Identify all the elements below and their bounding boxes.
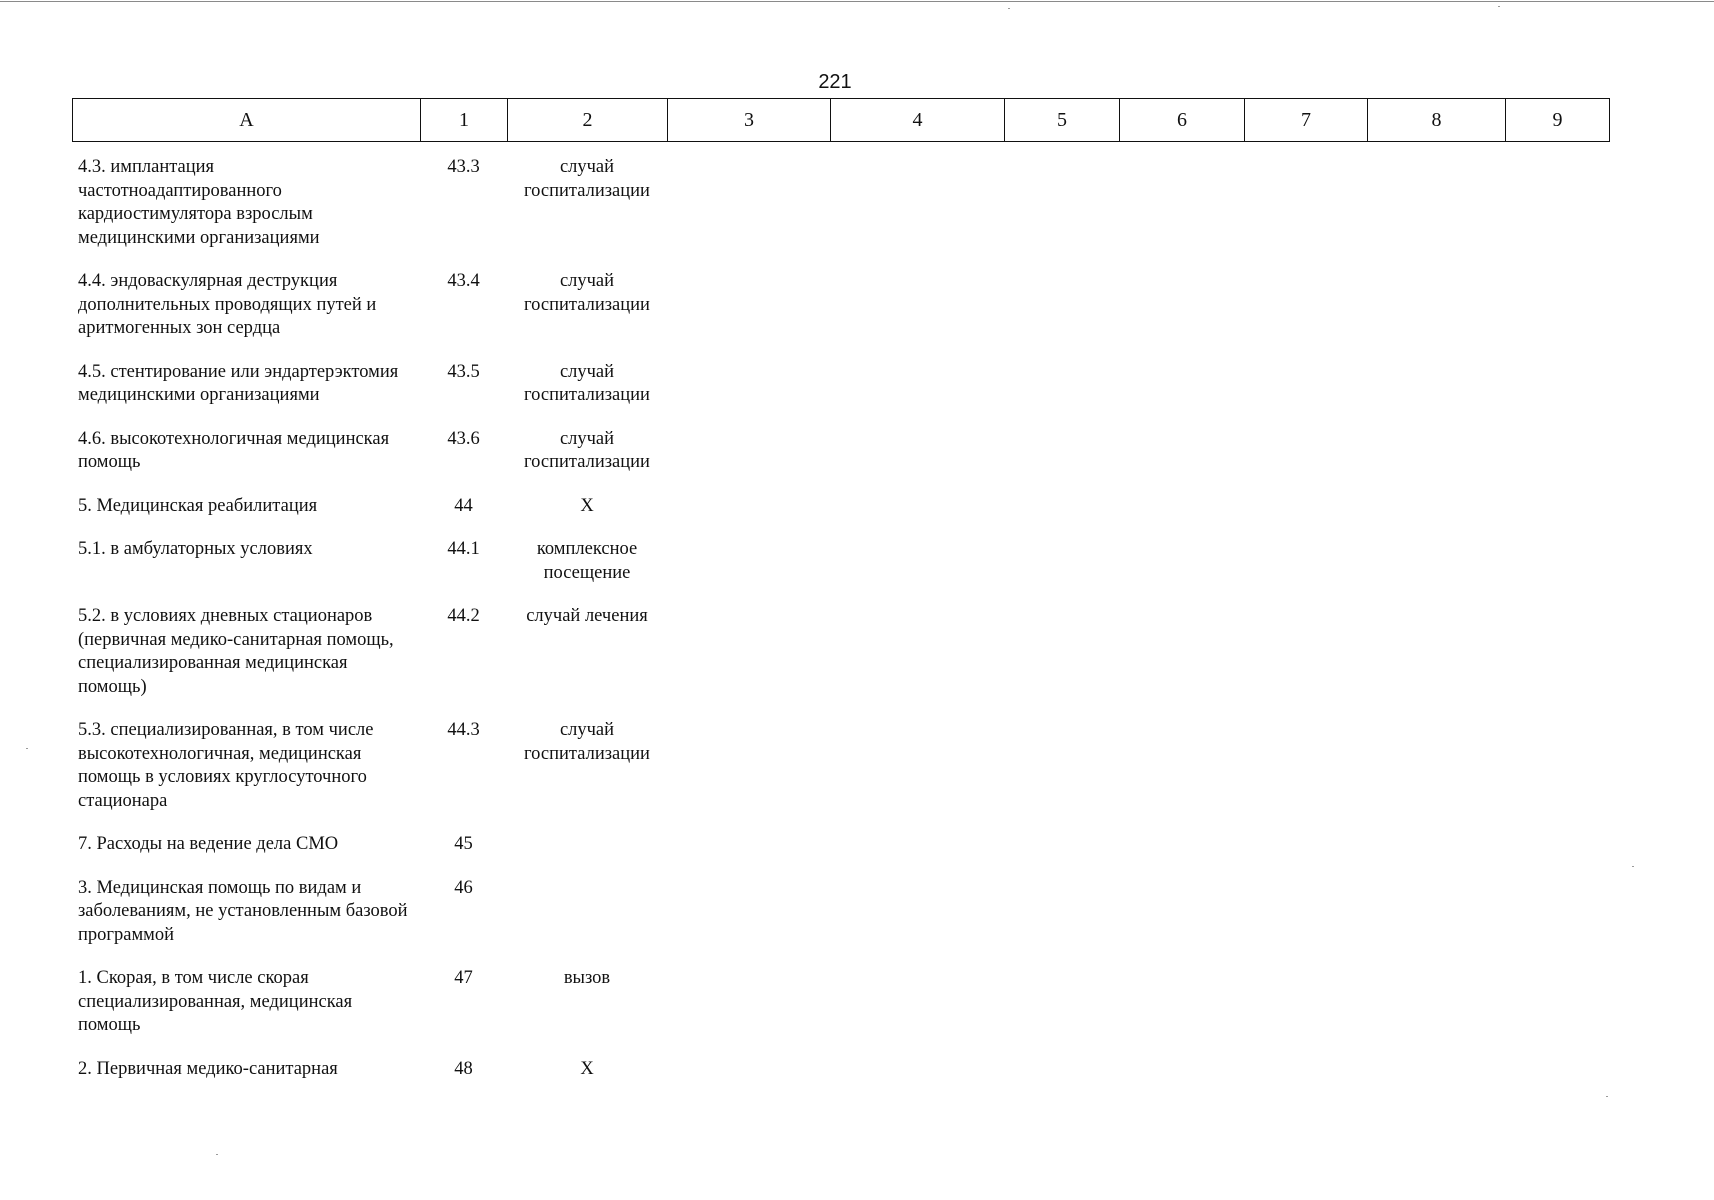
scan-speck: [26, 748, 28, 749]
table-row: [72, 719, 1609, 833]
row-unit: X: [580, 1058, 594, 1079]
column-header: 8: [1368, 99, 1506, 142]
column-header: 1: [421, 99, 508, 142]
empty-cells: [667, 833, 1609, 877]
row-unit: вызов: [563, 968, 611, 988]
row-unit: случай лечения: [526, 606, 648, 626]
column-header: 3: [668, 99, 831, 142]
empty-cells: [667, 270, 1609, 361]
row-code: 48: [454, 1058, 473, 1079]
scan-speck: [216, 1154, 218, 1155]
row-name: 5.1. в амбулаторных условиях: [78, 539, 313, 559]
row-name: 4.5. стентирование или эндартерэктомия медицинскими организациями: [78, 361, 399, 405]
row-unit: случай госпитализации: [524, 157, 650, 201]
row-name: 5. Медицинская реабилитация: [78, 495, 318, 516]
row-code: 46: [454, 877, 473, 898]
row-unit: случай госпитализации: [524, 271, 650, 315]
data-table: [72, 156, 1609, 1101]
table-row: [72, 538, 1609, 605]
column-header: 9: [1506, 99, 1610, 142]
empty-cells: [667, 877, 1609, 968]
table-row: [72, 270, 1609, 361]
empty-cells: [667, 1058, 1609, 1102]
row-unit: случай госпитализации: [524, 720, 650, 764]
row-unit: случай госпитализации: [524, 361, 650, 405]
column-header: А: [73, 99, 421, 142]
column-header: 5: [1005, 99, 1120, 142]
row-name: 1. Скорая, в том числе скорая специализированная, медицинская помощь: [78, 968, 353, 1035]
empty-cells: [667, 156, 1609, 270]
row-name: 4.6. высокотехнологичная медицинская помощь: [78, 428, 390, 472]
row-name: 4.4. эндоваскулярная деструкция дополнительных проводящих путей и аритмогенных зон сердца: [78, 271, 377, 338]
scan-speck: [1008, 8, 1010, 9]
empty-cells: [667, 719, 1609, 833]
table-row: [72, 967, 1609, 1058]
row-unit: комплексное посещение: [536, 539, 638, 583]
row-code: 44.1: [447, 539, 480, 559]
header-row: [73, 99, 1610, 142]
row-unit: [507, 833, 667, 877]
empty-cells: [667, 428, 1609, 495]
column-header-table: [72, 98, 1610, 142]
table-row: [72, 605, 1609, 719]
row-code: 43.6: [447, 428, 480, 449]
row-name: 5.3. специализированная, в том числе высокотехнологичная, медицинская помощь в условиях круглосуточного стационара: [78, 720, 374, 811]
row-code: 44: [454, 495, 473, 516]
scan-speck: [1632, 866, 1634, 867]
table-row: [72, 361, 1609, 428]
empty-cells: [667, 538, 1609, 605]
empty-cells: [667, 605, 1609, 719]
row-name: 7. Расходы на ведение дела СМО: [78, 834, 339, 854]
scan-speck: [1498, 6, 1500, 7]
row-unit: случай госпитализации: [524, 428, 650, 472]
column-header: 7: [1245, 99, 1368, 142]
table-row: [72, 156, 1609, 270]
row-code: 45: [454, 834, 473, 854]
table-row: [72, 833, 1609, 877]
row-code: 44.2: [447, 606, 480, 626]
table-row: [72, 1058, 1609, 1102]
empty-cells: [667, 967, 1609, 1058]
row-code: 47: [454, 968, 473, 988]
row-unit: X: [580, 495, 594, 516]
table-body: [72, 156, 1609, 1101]
row-unit: [507, 877, 667, 968]
row-code: 44.3: [447, 720, 480, 740]
column-header: 4: [831, 99, 1005, 142]
row-code: 43.3: [447, 157, 480, 177]
table-row: [72, 495, 1609, 539]
column-header: 6: [1120, 99, 1245, 142]
row-name: 2. Первичная медико-санитарная: [78, 1058, 338, 1079]
row-code: 43.4: [447, 271, 480, 291]
empty-cells: [667, 361, 1609, 428]
row-code: 43.5: [447, 361, 480, 382]
row-name: 4.3. имплантация частотноадаптированного кардиостимулятора взрослым медицинскими организациями: [78, 157, 320, 248]
top-page-rule: [0, 1, 1714, 2]
scan-speck: [1606, 1096, 1608, 1097]
column-header: 2: [508, 99, 668, 142]
table-row: [72, 428, 1609, 495]
table-row: [72, 877, 1609, 968]
page-number: 221: [818, 71, 852, 93]
row-name: 5.2. в условиях дневных стационаров (первичная медико-санитарная помощь, специализированная медицинская помощь): [78, 606, 394, 697]
row-name: 3. Медицинская помощь по видам и заболеваниям, не установленным базовой программой: [78, 877, 408, 945]
empty-cells: [667, 495, 1609, 539]
